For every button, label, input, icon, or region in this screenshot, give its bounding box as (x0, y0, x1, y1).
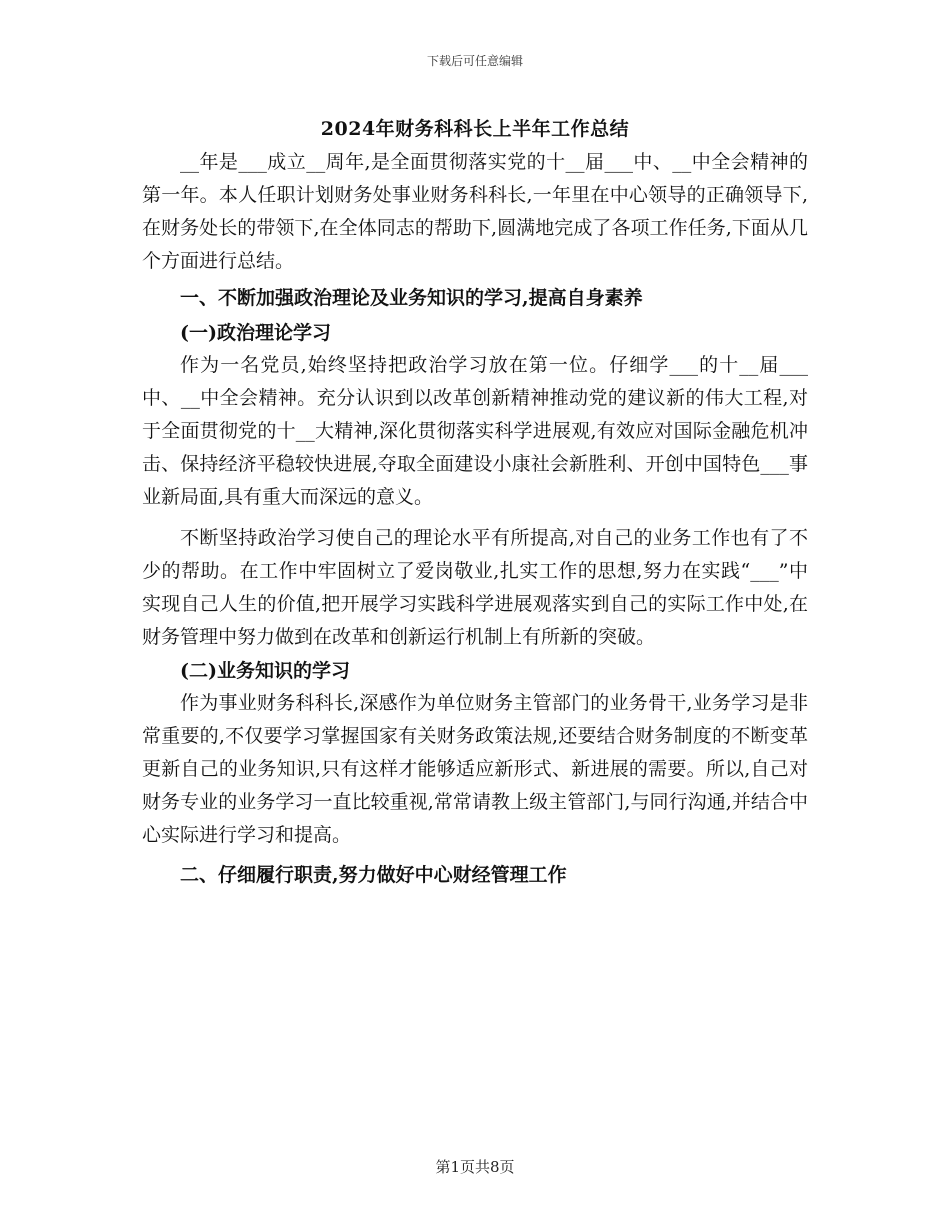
intro-paragraph: __年是___成立__周年,是全面贯彻落实党的十__届___中、__中全会精神的第一年。本人任职计划财务处事业财务科科长,一年里在中心领导的正确领导下,在财务处长的带领下,在全体同志的帮助下,圆满地完成了各项工作任务,下面从几个方面进行总结。 (142, 151, 808, 272)
page-header: 下载后可任意编辑 (426, 54, 523, 68)
business-study-paragraph: 作为事业财务科科长,深感作为单位财务主管部门的业务骨干,业务学习是非常重要的,不仅要学习掌握国家有关财务政策法规,还要结合财务制度的不断变革更新自己的业务知识,只有这样才能够适应新形式、新进展的需要。所以,自己对财务专业的业务学习一直比较重视,常常请教上级主管部门,与同行沟通,并结合中心实际进行学习和提高。 (142, 692, 808, 846)
political-study-paragraph-2: 不断坚持政治学习使自己的理论水平有所提高,对自己的业务工作也有了不少的帮助。在工作中牢固树立了爱岗敬业,扎实工作的思想,努力在实践“___”中实现自己人生的价值,把开展学习实践科学进展观落实到自己的实际工作中处,在财务管理中努力做到在改革和创新运行机制上有所新的突破。 (142, 527, 808, 648)
political-study-paragraph-1: 作为一名党员,始终坚持把政治学习放在第一位。仔细学___的十__届___中、__中全会精神。充分认识到以改革创新精神推动党的建议新的伟大工程,对于全面贯彻党的十__大精神,深化贯彻落实科学进展观,有效应对国际金融危机冲击、保持经济平稳较快进展,夺取全面建设小康社会新胜利、开创中国特色___事业新局面,具有重大而深远的意义。 (142, 354, 808, 508)
subsection-heading-political-study: (一)政治理论学习 (180, 322, 331, 344)
document-title: 2024年财务科科长上半年工作总结 (320, 118, 630, 140)
section-heading-2: 二、仔细履行职责,努力做好中心财经管理工作 (180, 864, 567, 886)
subsection-heading-business-study: (二)业务知识的学习 (180, 660, 350, 682)
document-body (142, 146, 808, 895)
page-footer: 第1页共8页 (435, 1158, 515, 1176)
section-heading-1: 一、不断加强政治理论及业务知识的学习,提高自身素养 (180, 287, 643, 309)
